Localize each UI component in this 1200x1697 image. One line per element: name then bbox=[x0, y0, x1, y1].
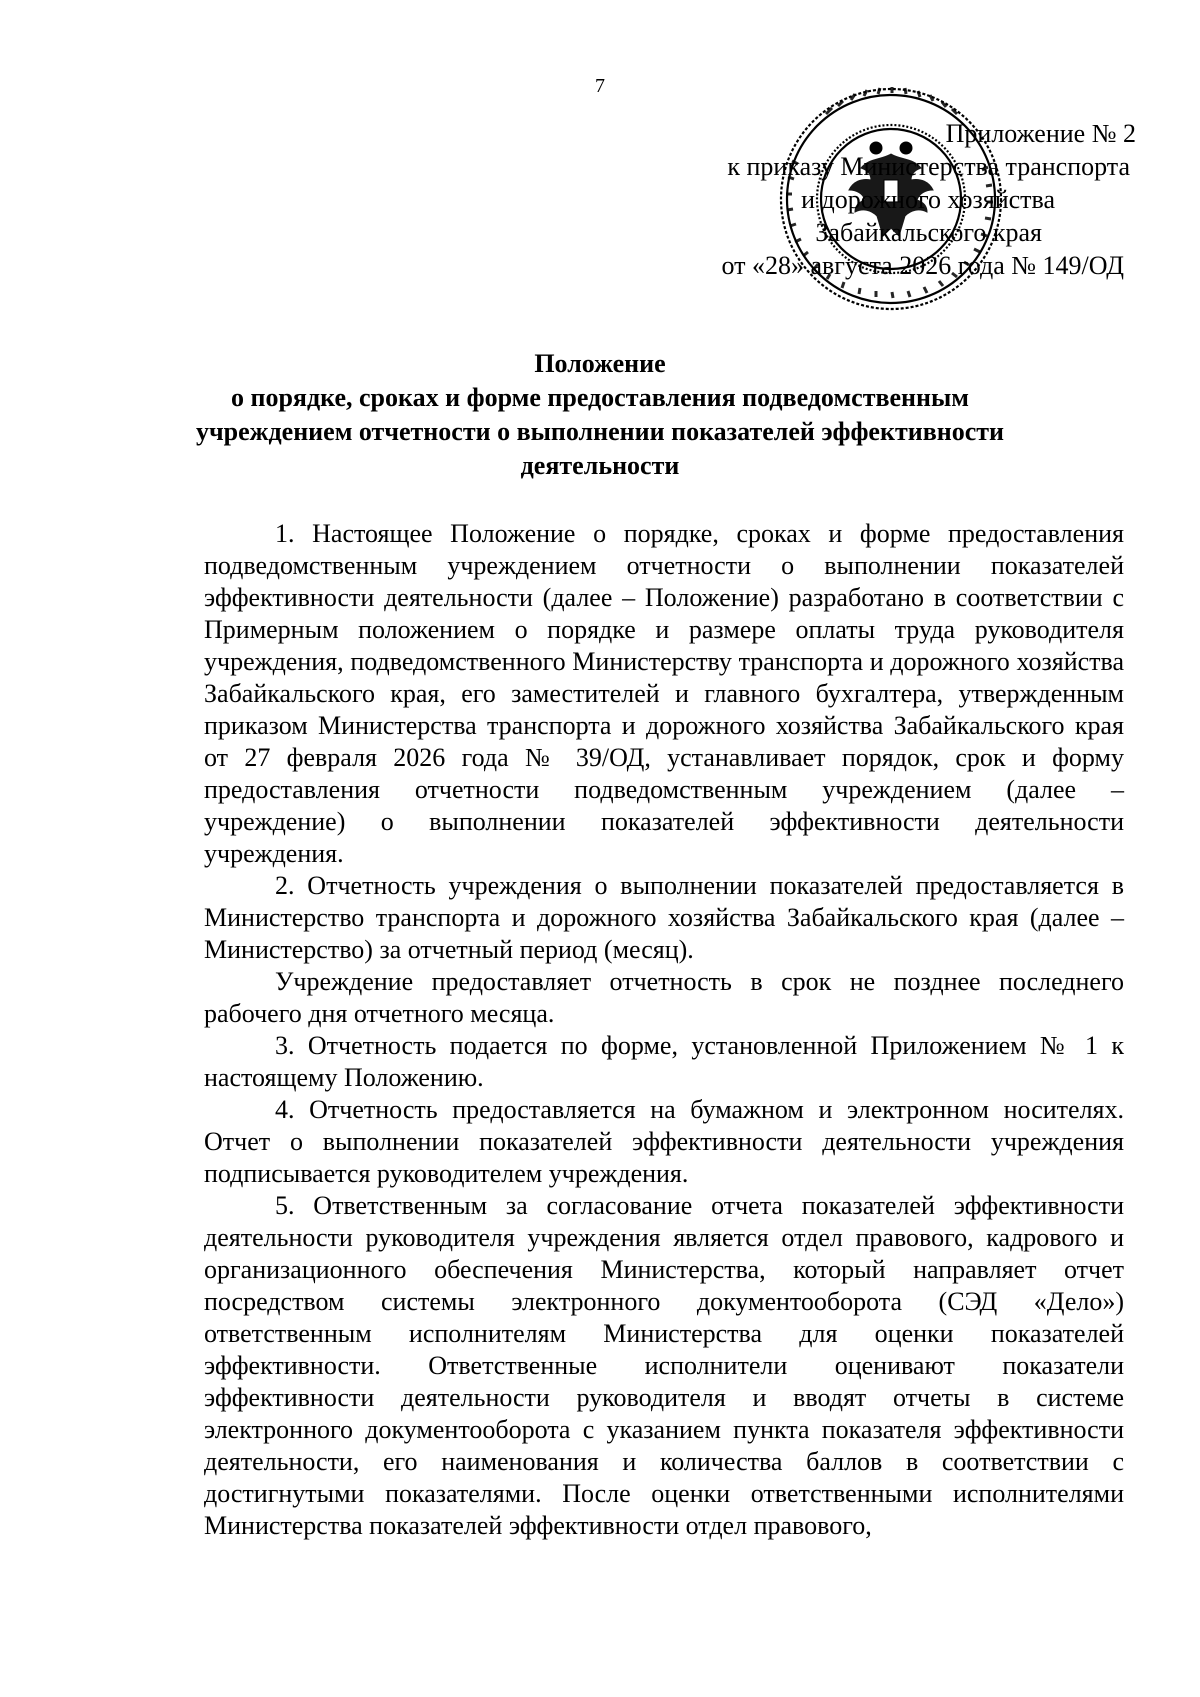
title-line-2: о порядке, сроках и форме предоставления подведомственным bbox=[230, 383, 970, 412]
document-body bbox=[204, 518, 1124, 1542]
paragraph-1: 1. Настоящее Положение о порядке, сроках и форме предоставления подведомственным учреждением отчетности о выполнении показателей эффективности деятельности (далее – Положение) разработано в соответствии с Примерным положением о порядке и размере оплаты труда руководителя учреждения, подведомственного Министерству транспорта и дорожного хозяйства Забайкальского края, его заместителей и главного бухгалтера, утвержденным приказом Министерства транспорта и дорожного хозяйства Забайкальского края от 27 февраля 2026 года № 39/ОД, устанавливает порядок, срок и форму предоставления отчетности подведомственным учреждением (далее – учреждение) о выполнении показателей эффективности деятельности учреждения. bbox=[204, 519, 1124, 868]
paragraph-5: 5. Ответственным за согласование отчета показателей эффективности деятельности руководителя учреждения является отдел правового, кадрового и организационного обеспечения Министерства, который направляет отчет посредством системы электронного документооборота (СЭД «Дело») ответственным исполнителям Министерства для оценки показателей эффективности. Ответственные исполнители оценивают показатели эффективности деятельности руководителя и вводят отчеты в системе электронного документооборота с указанием пункта показателя эффективности деятельности, его наименования и количества баллов в соответствии с достигнутыми показателями. После оценки ответственными исполнителями Министерства показателей эффективности отдел правового, bbox=[204, 1191, 1124, 1540]
appendix-ministry-line: и дорожного хозяйства bbox=[801, 185, 1055, 214]
title-line-4: деятельности bbox=[520, 451, 680, 480]
paragraph-2-deadline: Учреждение предоставляет отчетность в срок не позднее последнего рабочего дня отчетного месяца. bbox=[204, 967, 1124, 1028]
page-number: 7 bbox=[595, 75, 605, 97]
title-line-1: Положение bbox=[534, 349, 666, 378]
appendix-date-line: от «28» августа 2026 года № 149/ОД bbox=[721, 251, 1124, 280]
paragraph-3: 3. Отчетность подается по форме, установленной Приложением № 1 к настоящему Положению. bbox=[204, 1031, 1124, 1092]
document-title bbox=[180, 347, 1020, 483]
appendix-order-ref: к приказу Министерства транспорта bbox=[727, 152, 1130, 181]
title-line-3: учреждением отчетности о выполнении показателей эффективности bbox=[195, 417, 1005, 446]
appendix-number: Приложение № 2 bbox=[945, 119, 1136, 148]
appendix-region-line: Забайкальского края bbox=[815, 218, 1042, 247]
paragraph-4: 4. Отчетность предоставляется на бумажном и электронном носителях. Отчет о выполнении показателей эффективности деятельности учреждения подписывается руководителем учреждения. bbox=[204, 1095, 1124, 1188]
appendix-header bbox=[600, 117, 1156, 282]
paragraph-2: 2. Отчетность учреждения о выполнении показателей предоставляется в Министерство транспорта и дорожного хозяйства Забайкальского края (далее – Министерство) за отчетный период (месяц). bbox=[204, 871, 1124, 964]
